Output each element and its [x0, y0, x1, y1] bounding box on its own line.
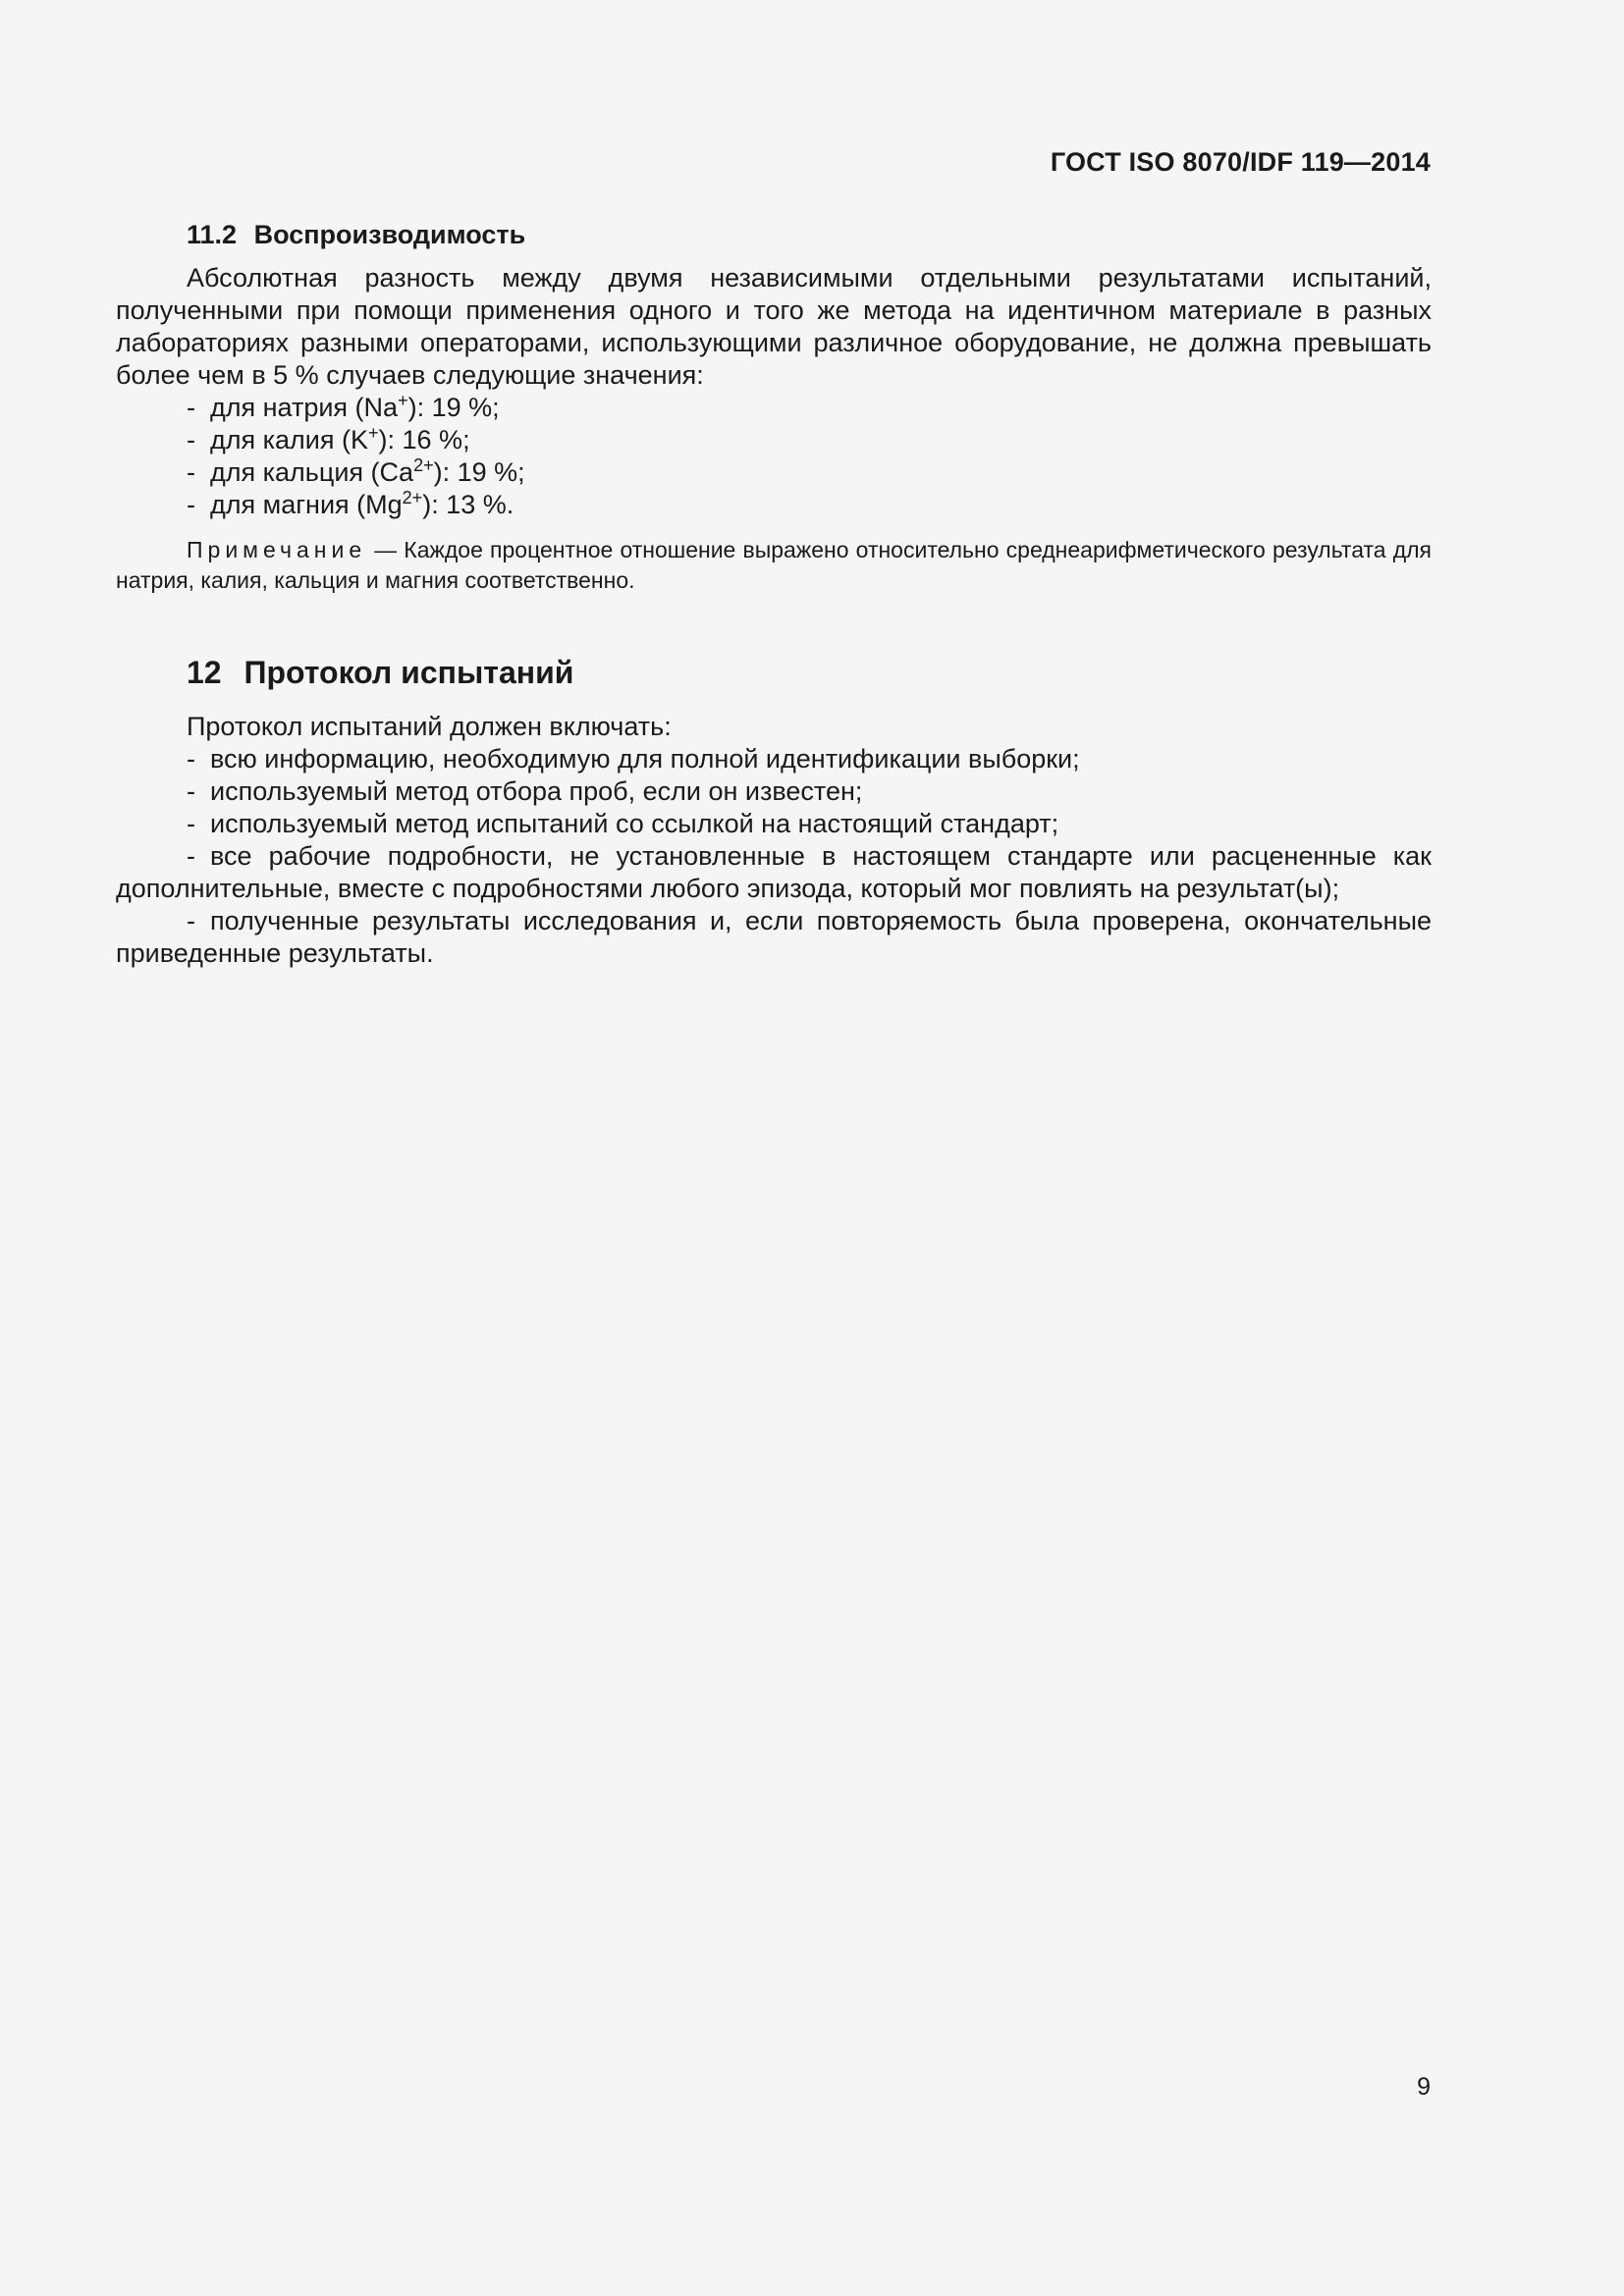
reproducibility-list	[116, 392, 1432, 521]
section-11-2-heading	[187, 220, 1432, 250]
section-number: 12	[187, 655, 222, 690]
note-text: — Каждое процентное отношение выражено относительно среднеарифметического результата для натрия, калия, кальция и магния соответственно.	[116, 537, 1432, 593]
page-number: 9	[1417, 2073, 1431, 2101]
list-item: - все рабочие подробности, не установленные в настоящем стандарте или расцененные как дополнительные, вместе с подробностями любого эпизода, который мог повлиять на результат(ы);	[116, 841, 1432, 903]
section-12-heading	[187, 655, 1432, 691]
list-item: - для кальция $(Ca^{2+})$: 19 %;	[187, 455, 525, 487]
list-item: - используемый метод испытаний со ссылкой на настоящий стандарт;	[187, 809, 1059, 838]
document-code: ГОСТ ISO 8070/IDF 119—2014	[1050, 147, 1431, 177]
section-number: 11.2	[187, 220, 238, 249]
list-item: - всю информацию, необходимую для полной идентификации выборки;	[187, 744, 1080, 774]
protocol-list	[116, 743, 1432, 970]
content	[116, 220, 1432, 970]
list-item: - для магния $(Mg^{2+})$: 13 %.	[187, 488, 514, 519]
section-title: Воспроизводимость	[253, 220, 526, 249]
list-item: - полученные результаты исследования и, если повторяемость была проверена, окончательные приведенные результаты.	[116, 906, 1432, 968]
note-label: Примечание	[187, 537, 367, 562]
list-item: - для натрия (Na+): 19 %;	[187, 391, 500, 422]
section-title: Протокол испытаний	[244, 655, 574, 690]
section-12-intro: Протокол испытаний должен включать:	[187, 712, 672, 741]
list-item: - используемый метод отбора проб, если он известен;	[187, 776, 863, 806]
note	[116, 535, 1432, 596]
list-item: - для калия (K+): 16 %;	[187, 423, 470, 454]
section-11-2-paragraph: Абсолютная разность между двумя независимыми отдельными результатами испытаний, полученными при помощи применения одного и того же метода на идентичном материале в разных лабораториях разными операторами, использующими различное оборудование, не должна превышать более чем в 5 % случаев следующие значения:	[116, 263, 1432, 390]
